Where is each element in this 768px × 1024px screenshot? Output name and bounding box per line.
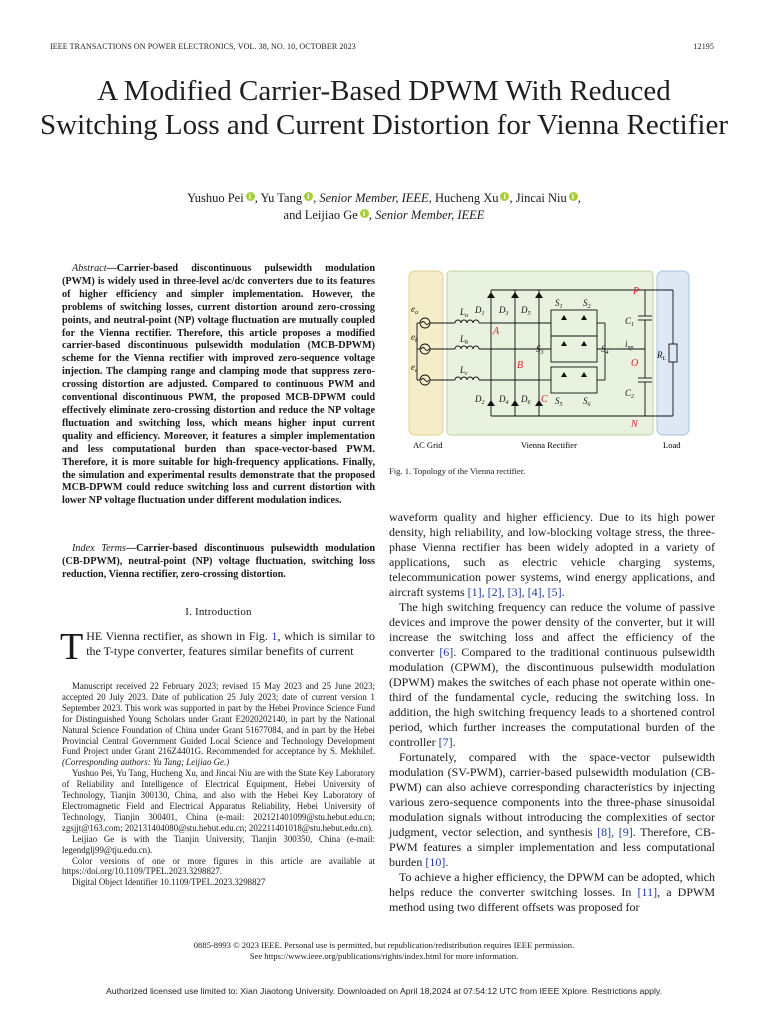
svg-text:C1: $C_1$	[625, 316, 635, 328]
svg-text:La: $L_a$	[460, 307, 469, 319]
page-number: 12195	[693, 42, 714, 51]
svg-text:Lc: $L_c$	[460, 365, 468, 377]
svg-text:P: P	[633, 286, 640, 297]
svg-text:ec: $e_c$	[411, 362, 418, 374]
footnote-affiliation: Yushuo Pei, Yu Tang, Hucheng Xu, and Jincai Niu are with the State Key Laboratory of Reliability and Intelligence of Electrical Equipment, Hebei University of Technology, Tianjin 300130, China, and also with the Hebei Key Laboratory of Electromagnetic Field and Electrical Apparatus Reliability, Hebei University of Technology, Tianjin 300401, China (e-mail: 202121401099@stu.hebut.edu.cn; zgsjjt@163.com; 202131404080@stu.hebut.edu.cn; 202211401018@stu.hebut.edu.cn).	[62, 768, 375, 833]
footnote-doi: Digital Object Identifier 10.1109/TPEL.2023.3298827	[72, 877, 266, 888]
abstract-text: —Carrier-based discontinuous pulsewidth modulation (PWM) is widely used in three-level ac/dc converters due to its features of higher efficiency and simpler implementation. However, the problems of switching losses, current distortion around zero-crossing points, and neutral-point (NP) voltage fluctuation are mutually coupled for the Vienna rectifier. Therefore, this article proposes a modified carrier-based discontinuous pulsewidth modulation (MCB-DPWM) scheme for the Vienna rectifier with improved zero-sequence voltage injection. The clamping range and clamping mode that suppress zero-crossing distortion are adjusted. Compared to continuous PWM and conventional discontinuous PWM, the proposed MCB-DPWM could effectively eliminate zero-crossing distortion and reduce the NP voltage fluctuation and switching loss, which means higher input current quality and efficiency. Moreover, it features a simpler implementation and less computational burden than space-vector-based PWM. Therefore, it is more suitable for high-frequency applications. Finally, the simulation and experimental results demonstrate that the proposed MCB-DPWM could reduce switching loss and current distortion with lower NP voltage fluctuation under different modulation indices.	[62, 263, 375, 507]
citation-link[interactable]: [6]	[439, 645, 454, 659]
author-membership: Senior Member, IEEE	[319, 191, 429, 205]
svg-text:Lb: $L_b$	[460, 334, 469, 346]
index-terms-text: —Carrier-based discontinuous pulsewidth modulation (CB-DPWM), neutral-point (NP) voltage fluctuation, switching loss reduction, Vienna rectifier, zero-crossing distortion.	[62, 543, 375, 580]
circuit-diagram	[405, 268, 705, 454]
author-list: Yushuo Peii , Yu Tangi , Senior Member, IEEE, Hucheng Xui , Jincai Niui , and Leijiao Gei , Senior Member, IEEE	[100, 190, 668, 224]
citation-link[interactable]: [10]	[425, 855, 446, 869]
svg-text:D6: $D_6$	[521, 394, 531, 406]
orcid-icon[interactable]	[304, 192, 313, 201]
drop-cap: T	[60, 626, 84, 668]
svg-text:N: N	[631, 419, 638, 430]
body-paragraph: Fortunately, compared with the space-vector pulsewidth modulation (SV-PWM), carrier-based pulsewidth modulation (CB-PWM) can also achieve corresponding characteristics by injecting various zero-sequence components into the three-phase sinusoidal modulation signals without introducing the complexities of sector judgment, vector selection, and synthesis [8], [9]. Therefore, CB-PWM features a simpler implementation and less computational burden [10].	[389, 750, 715, 869]
svg-text:D4: $D_4$	[499, 394, 509, 406]
svg-text:D2: $D_2$	[475, 394, 485, 406]
svg-text:S1: $S_1$	[555, 298, 563, 310]
footnote-color: Color versions of one or more figures in this article are available at https://doi.org/10.1109/TPEL.2023.3298827.	[62, 855, 375, 877]
svg-text:ea: $e_a$	[411, 304, 418, 316]
intro-paragraph	[60, 626, 376, 668]
citation-link[interactable]: [1], [2], [3], [4], [5]	[467, 585, 562, 599]
author-name: Jincai Niu	[515, 191, 567, 205]
footnote-text: Manuscript received 22 February 2023; revised 15 May 2023 and 25 June 2023; accepted 20 July 2023. Date of publication 25 July 2023; date of current version 1 September 2023. This work was supported in part by the Hebei Province Science Fund for Distinguished Young Scholars under Grant E2020202140, in part by the National Natural Science Foundation of China under Grant 51677084, and in part by the Hebei Provincial Central Government Guided Local Science and Technology Development Fund Project under Grant 216Z4401G. Recommended for acceptance by S. Mekhilef.	[62, 681, 375, 757]
svg-text:S2: $S_2$	[583, 298, 591, 310]
svg-text:A: A	[493, 326, 500, 337]
author-name: Hucheng Xu	[434, 191, 499, 205]
svg-text:C2: $C_2$	[625, 388, 635, 400]
svg-text:inp: $i_{np}$	[625, 339, 634, 351]
copyright-line: See https://www.ieee.org/publications/rights/index.html for more information.	[249, 951, 519, 961]
orcid-icon[interactable]	[500, 192, 509, 201]
ac-grid-region	[409, 271, 443, 435]
svg-text:B: B	[517, 360, 524, 371]
orcid-icon[interactable]	[569, 192, 578, 201]
svg-text:D1: $D_1$	[475, 305, 485, 317]
svg-text:O: O	[631, 358, 639, 369]
figure-topology	[405, 268, 705, 454]
index-terms	[62, 543, 375, 582]
author-name: Yu Tang	[260, 191, 303, 205]
corresponding-authors: (Corresponding authors: Yu Tang; Leijiao Ge.)	[62, 757, 230, 768]
body-paragraph: waveform quality and higher efficiency. Due to its high power density, high reliability, and low-blocking voltage stress, the three-phase Vienna rectifier has been widely adopted in a variety of applications, such as electric vehicle charging systems, telecommunication power systems, wind energy applications, and aircraft systems [1], [2], [3], [4], [5].	[389, 510, 715, 599]
figure-link[interactable]: 1	[271, 629, 278, 643]
download-notice: Authorized licensed use limited to: Xian Jiaotong University. Downloaded on April 18,2024 at 07:54:12 UTC from IEEE Xplore. Restrictions apply.	[106, 986, 662, 996]
footnotes	[62, 681, 375, 888]
footnote-affiliation: Leijiao Ge is with the Tianjin University, Tianjin 300350, China (e-mail: legendglj99@tju.edu.cn).	[62, 833, 375, 855]
rectifier-region	[447, 271, 653, 435]
svg-text:S3: $S_3$	[536, 344, 544, 356]
svg-text:S6: $S_6$	[583, 396, 591, 408]
ac-grid-label: AC Grid	[413, 440, 443, 450]
citation-link[interactable]: [8], [9]	[597, 825, 633, 839]
running-head	[50, 42, 714, 54]
citation-link[interactable]: [11]	[637, 885, 658, 899]
svg-text:RL: $R_L$	[657, 350, 666, 362]
svg-text:S4: $S_4$	[601, 344, 609, 356]
author-name: Yushuo Pei	[187, 191, 244, 205]
index-terms-lead: Index Terms	[72, 543, 126, 554]
svg-text:D5: $D_5$	[521, 305, 531, 317]
intro-text: , which is similar to the T-type converter, features similar benefits of current	[86, 629, 376, 658]
abstract	[62, 263, 375, 508]
citation-link[interactable]: [7]	[438, 735, 453, 749]
journal-info: IEEE TRANSACTIONS ON POWER ELECTRONICS, VOL. 38, NO. 10, OCTOBER 2023	[50, 42, 356, 51]
copyright-line: 0885-8993 © 2023 IEEE. Personal use is permitted, but republication/redistribution requires IEEE permission.	[193, 940, 575, 950]
svg-text:C: C	[541, 394, 548, 405]
rectifier-label: Vienna Rectifier	[521, 440, 577, 450]
svg-text:S5: $S_5$	[555, 396, 563, 408]
load-label: Load	[663, 440, 681, 450]
section-heading: I. Introduction	[185, 606, 252, 618]
copyright-notice	[0, 940, 768, 962]
orcid-icon[interactable]	[246, 192, 255, 201]
svg-text:eb: $e_b$	[411, 332, 418, 344]
svg-text:D3: $D_3$	[499, 305, 509, 317]
body-paragraph: The high switching frequency can reduce the volume of passive devices and improve the power density of the converter, but it will increase the switching loss and affect the efficiency of the converter [6]. Compared to the traditional continuous pulsewidth modulation (CPWM), the discontinuous pulsewidth modulation (DPWM) makes the switches of each phase not operate within one-third of the fundamental cycle, reducing the switching loss. In addition, the high switching frequency leads to a shortened control period, which further increases the computational burden of the controller [7].	[389, 600, 715, 749]
footnote-manuscript	[62, 681, 375, 768]
figure-caption: Fig. 1. Topology of the Vienna rectifier.	[389, 466, 526, 476]
right-column	[389, 510, 715, 915]
intro-text: HE Vienna rectifier, as shown in Fig.	[86, 629, 272, 643]
orcid-icon[interactable]	[360, 209, 369, 218]
paper-title: A Modified Carrier-Based DPWM With Reduced Switching Loss and Current Distortion for Vienna Rectifier	[40, 75, 728, 141]
author-membership: Senior Member, IEEE	[375, 208, 485, 222]
author-name: and Leijiao Ge	[283, 208, 358, 222]
body-paragraph: To achieve a higher efficiency, the DPWM can be adopted, which helps reduce the converter switching losses. In [11], a DPWM method using two different offsets was proposed for	[389, 870, 715, 914]
abstract-lead: Abstract	[72, 263, 107, 274]
